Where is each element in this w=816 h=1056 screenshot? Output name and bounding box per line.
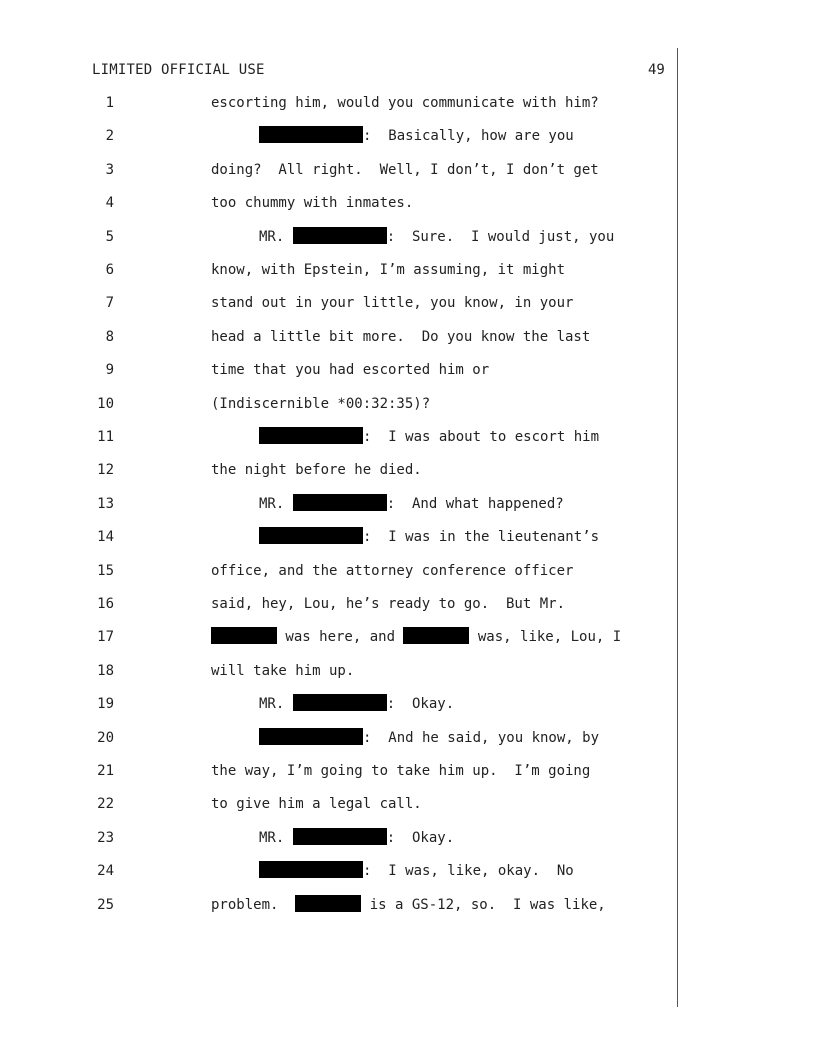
line-text-segment: was here, and <box>277 629 404 646</box>
page-number: 49 <box>648 62 665 78</box>
line-text <box>259 527 599 547</box>
transcript-line <box>0 627 816 647</box>
transcript-line <box>0 427 816 447</box>
line-text <box>211 561 573 581</box>
transcript-line <box>0 728 816 748</box>
line-number: 16 <box>97 596 114 612</box>
line-text-segment: will take him up. <box>211 662 355 679</box>
line-text-segment: (Indiscernible *00:32:35)? <box>211 395 431 412</box>
redaction-block <box>293 828 387 845</box>
transcript-line <box>0 327 816 347</box>
line-number: 23 <box>97 829 114 846</box>
line-text-segment: : I was about to escort him <box>363 429 600 445</box>
line-text-segment: head a little bit more. Do you know the last <box>211 328 591 345</box>
line-text-segment: escorting him, would you communicate with him? <box>211 95 599 111</box>
line-text <box>259 494 564 514</box>
line-text-segment: said, hey, Lou, he’s ready to go. But Mr. <box>211 596 566 612</box>
line-text-segment: : Sure. I would just, you <box>386 228 615 245</box>
redaction-block <box>259 126 363 143</box>
line-text <box>259 694 454 714</box>
line-text-segment: : And what happened? <box>386 495 564 512</box>
transcript-line <box>0 394 816 414</box>
redaction-block <box>293 694 387 711</box>
transcript-line <box>0 694 816 714</box>
transcript-line <box>0 126 816 146</box>
redaction-block <box>403 627 469 644</box>
transcript-line <box>0 93 816 113</box>
redaction-block <box>259 427 363 444</box>
transcript-line <box>0 794 816 814</box>
line-text <box>211 794 422 814</box>
line-text <box>211 594 565 614</box>
line-text-segment: the night before he died. <box>211 462 422 479</box>
line-number: 5 <box>105 228 114 245</box>
line-text-segment: was, like, Lou, I <box>469 629 622 646</box>
line-text-segment: MR. <box>259 495 293 512</box>
redaction-block <box>293 227 387 244</box>
transcript-line <box>0 828 816 848</box>
line-text <box>259 861 574 881</box>
line-text <box>259 427 599 447</box>
line-text <box>211 661 354 681</box>
transcript-line <box>0 594 816 614</box>
redaction-block <box>295 895 361 912</box>
line-number: 4 <box>105 195 114 212</box>
line-number: 18 <box>97 662 114 679</box>
transcript-line <box>0 494 816 514</box>
line-text-segment: time that you had escorted him or <box>211 362 490 379</box>
transcript-line <box>0 561 816 581</box>
line-text-segment: MR. <box>259 829 293 846</box>
transcript-line <box>0 460 816 480</box>
line-text-segment: : I was, like, okay. No <box>363 863 574 880</box>
transcript-line <box>0 160 816 180</box>
line-number: 20 <box>97 729 114 746</box>
line-text <box>259 728 599 748</box>
transcript-line <box>0 193 816 213</box>
line-number: 22 <box>97 796 114 813</box>
transcript-line <box>0 293 816 313</box>
line-text <box>211 761 590 781</box>
line-text-segment: : Okay. <box>386 829 455 846</box>
line-number: 13 <box>97 495 114 512</box>
transcript-line <box>0 260 816 280</box>
redaction-block <box>259 527 363 544</box>
line-text-segment: MR. <box>259 696 293 713</box>
transcript-line <box>0 861 816 881</box>
line-number: 12 <box>97 462 114 479</box>
line-number: 11 <box>97 429 114 445</box>
line-text-segment: the way, I’m going to take him up. I’m going <box>211 763 591 779</box>
line-number: 21 <box>97 763 114 779</box>
line-text-segment: too chummy with inmates. <box>211 195 414 212</box>
line-text <box>211 327 590 347</box>
line-text-segment: : I was in the lieutenant’s <box>363 529 600 546</box>
line-text <box>259 227 614 247</box>
line-text-segment: : Basically, how are you <box>363 128 574 145</box>
line-text-segment: to give him a legal call. <box>211 796 422 813</box>
line-text <box>211 460 422 480</box>
line-text-segment: office, and the attorney conference officer <box>211 562 574 579</box>
line-text <box>211 293 573 313</box>
redaction-block <box>211 627 277 644</box>
line-number: 17 <box>97 629 114 646</box>
line-text <box>259 126 574 146</box>
line-text <box>211 394 430 414</box>
line-text-segment: doing? All right. Well, I don’t, I don’t get <box>211 161 599 178</box>
line-text <box>211 160 599 180</box>
line-text-segment: : Okay. <box>386 696 455 713</box>
line-number: 2 <box>105 128 114 145</box>
line-number: 1 <box>105 95 114 111</box>
line-number: 25 <box>97 896 114 913</box>
line-number: 10 <box>97 395 114 412</box>
line-number: 8 <box>105 328 114 345</box>
line-text <box>211 895 606 915</box>
redaction-block <box>293 494 387 511</box>
line-text-segment: problem. <box>211 896 296 913</box>
redaction-block <box>259 728 363 745</box>
line-number: 6 <box>105 262 114 278</box>
line-text <box>211 260 565 280</box>
line-text-segment: is a GS-12, so. I was like, <box>361 896 606 913</box>
line-number: 15 <box>97 562 114 579</box>
line-text <box>211 627 621 647</box>
line-number: 9 <box>105 362 114 379</box>
transcript-line <box>0 761 816 781</box>
page-header-classification: LIMITED OFFICIAL USE <box>92 62 265 78</box>
line-number: 7 <box>105 295 114 312</box>
line-number: 3 <box>105 161 114 178</box>
line-text <box>259 828 454 848</box>
line-number: 14 <box>97 529 114 546</box>
line-text-segment: : And he said, you know, by <box>363 729 600 746</box>
redaction-block <box>259 861 363 878</box>
line-text-segment: know, with Epstein, I’m assuming, it might <box>211 262 566 278</box>
transcript-line <box>0 527 816 547</box>
line-text <box>211 193 413 213</box>
line-text-segment: MR. <box>259 228 293 245</box>
transcript-line <box>0 227 816 247</box>
transcript-line <box>0 895 816 915</box>
line-number: 24 <box>97 863 114 880</box>
transcript-line <box>0 661 816 681</box>
transcript-line <box>0 360 816 380</box>
line-text-segment: stand out in your little, you know, in your <box>211 295 574 312</box>
line-number: 19 <box>97 696 114 713</box>
line-text <box>211 360 489 380</box>
line-text <box>211 93 599 113</box>
